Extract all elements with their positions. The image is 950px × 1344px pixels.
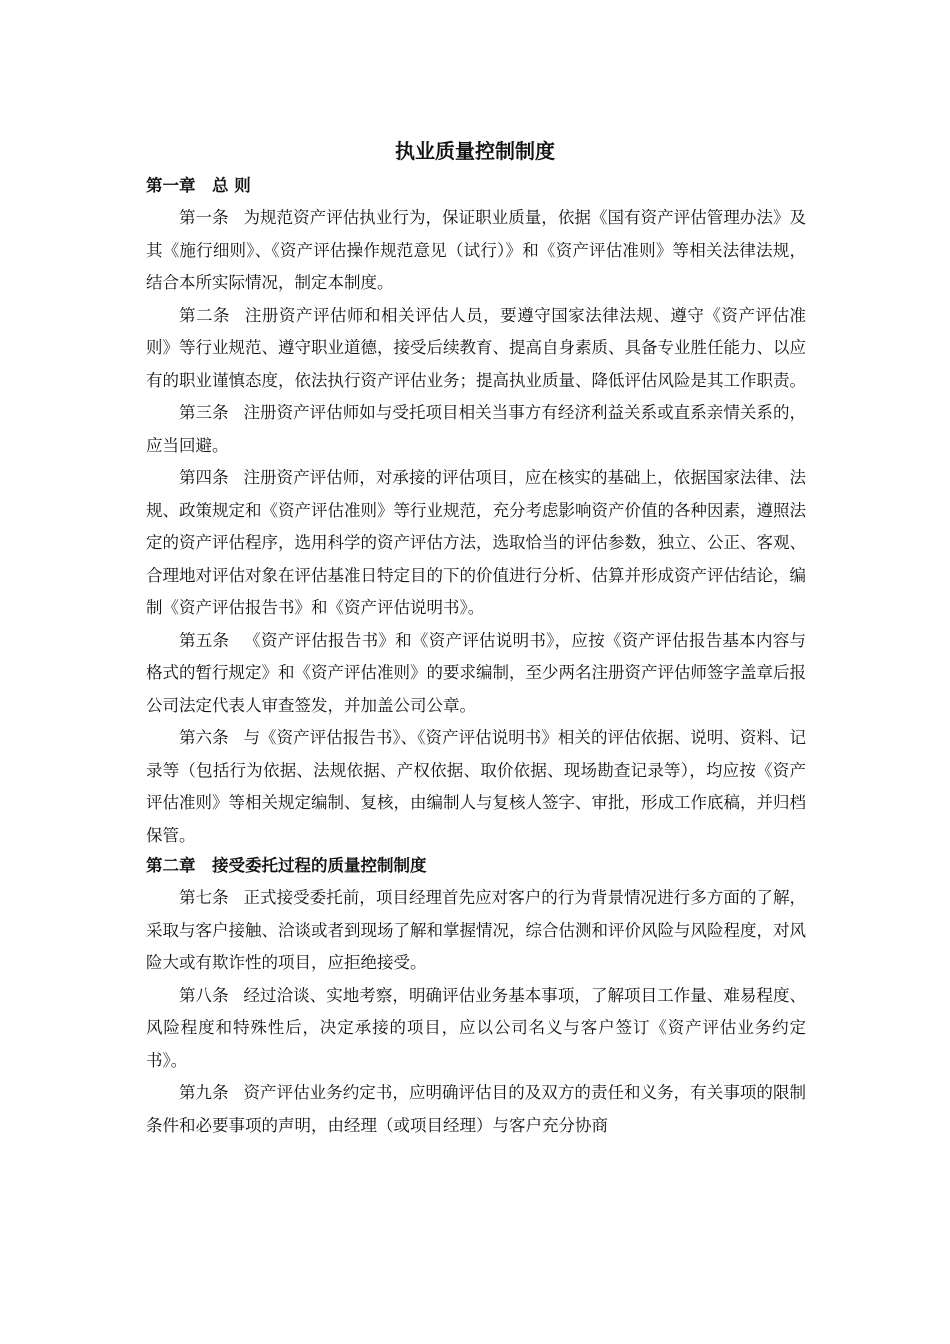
article-number: 第三条 — [179, 403, 229, 422]
article-number: 第四条 — [179, 468, 229, 487]
article-paragraph — [146, 1077, 806, 1142]
article-number: 第一条 — [179, 208, 229, 227]
article-number: 第七条 — [179, 888, 229, 907]
article-number: 第五条 — [179, 630, 230, 650]
article-text: 正式接受委托前，项目经理首先应对客户的行为背景情况进行多方面的了解，采取与客户接触、洽谈或者到现场了解和掌握情况，综合估测和评价风险与风险程度，对风险大或有欺诈性的项目，应拒绝接受。 — [146, 888, 807, 972]
article-paragraph — [146, 882, 806, 980]
article-paragraph — [146, 980, 806, 1078]
article-text: 经过洽谈、实地考察，明确评估业务基本事项，了解项目工作量、难易程度、风险程度和特殊性后，决定承接的项目，应以公司名义与客户签订《资产评估业务约定书》。 — [146, 985, 807, 1070]
article-text: 注册资产评估师如与受托项目相关当事方有经济利益关系或直系亲情关系的，应当回避。 — [146, 403, 807, 455]
article-text: 与《资产评估报告书》、《资产评估说明书》相关的评估依据、说明、资料、记录等（包括行为依据、法规依据、产权依据、取价依据、现场勘查记录等），均应按《资产评估准则》等相关规定编制、复核，由编制人与复核人签字、审批，形成工作底稿，并归档保管。 — [146, 728, 807, 845]
article-text: 注册资产评估师，对承接的评估项目，应在核实的基础上，依据国家法律、法规、政策规定和《资产评估准则》等行业规范，充分考虑影响资产价值的各种因素，遵照法定的资产评估程序，选用科学的资产评估方法，选取恰当的评估参数，独立、公正、客观、合理地对评估对象在评估基准日特定目的下的价值进行分析、估算并形成资产评估结论，编制《资产评估报告书》和《资产评估说明书》。 — [146, 468, 807, 617]
article-paragraph — [146, 722, 806, 852]
article-paragraph — [146, 397, 806, 462]
article-paragraph — [146, 625, 806, 723]
article-number: 第二条 — [179, 305, 231, 325]
article-text: 为规范资产评估执业行为，保证职业质量，依据《国有资产评估管理办法》及其《施行细则》、《资产评估操作规范意见（试行）》和《资产评估准则》等相关法律法规，结合本所实际情况，制定本制度。 — [146, 208, 807, 292]
document-title: 执业质量控制制度 — [395, 139, 555, 163]
chapter-heading: 第二章 接受委托过程的质量控制制度 — [146, 856, 427, 875]
article-number: 第八条 — [179, 985, 229, 1005]
article-text: 《资产评估报告书》和《资产评估说明书》，应按《资产评估报告基本内容与格式的暂行规定》和《资产评估准则》的要求编制，至少两名注册资产评估师签字盖章后报公司法定代表人审查签发，并加盖公司公章。 — [146, 630, 807, 715]
chapter-1 — [146, 172, 806, 852]
article-text: 注册资产评估师和相关评估人员，要遵守国家法律法规、遵守《资产评估准则》等行业规范、遵守职业道德，接受后续教育、提高自身素质、具备专业胜任能力、以应有的职业谨慎态度，依法执行资产评估业务；提高执业质量、降低评估风险是其工作职责。 — [146, 305, 807, 390]
document-body — [146, 172, 806, 1142]
article-paragraph — [146, 462, 806, 625]
chapter-2 — [146, 852, 806, 1142]
article-paragraph — [146, 300, 806, 398]
article-number: 第六条 — [179, 728, 229, 747]
chapter-heading: 第一章 总 则 — [146, 176, 251, 195]
article-number: 第九条 — [179, 1083, 229, 1102]
article-paragraph — [146, 202, 806, 300]
article-text: 资产评估业务约定书，应明确评估目的及双方的责任和义务，有关事项的限制条件和必要事项的声明，由经理（或项目经理）与客户充分协商 — [146, 1083, 807, 1135]
